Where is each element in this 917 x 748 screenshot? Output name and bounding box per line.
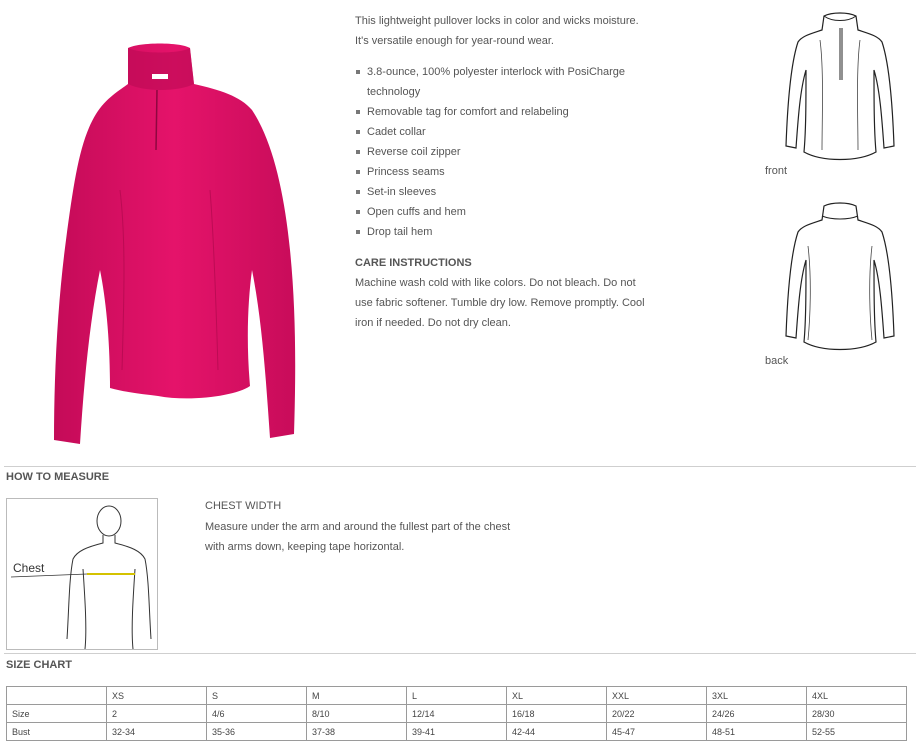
care-line: iron if needed. Do not dry clean. xyxy=(355,317,511,329)
table-cell: 24/26 xyxy=(707,705,807,723)
feature-list xyxy=(355,62,645,242)
care-line: use fabric softener. Tumble dry low. Remove promptly. Cool xyxy=(355,297,645,309)
feature-item: Princess seams xyxy=(355,162,645,182)
care-line: Machine wash cold with like colors. Do not bleach. Do not xyxy=(355,277,636,289)
table-cell: 20/22 xyxy=(607,705,707,723)
table-cell: 8/10 xyxy=(307,705,407,723)
row-label-cell: Bust xyxy=(7,723,107,741)
size-header-cell: 3XL xyxy=(707,687,807,705)
front-label: front xyxy=(765,165,788,177)
feature-item: Cadet collar xyxy=(355,122,645,142)
feature-item: 3.8-ounce, 100% polyester interlock with PosiCharge technology xyxy=(355,62,645,102)
feature-item: Open cuffs and hem xyxy=(355,202,645,222)
table-cell: 12/14 xyxy=(407,705,507,723)
feature-item: Reverse coil zipper xyxy=(355,142,645,162)
front-sketch xyxy=(778,10,902,166)
table-cell: 48-51 xyxy=(707,723,807,741)
description-line: It's versatile enough for year-round wear. xyxy=(355,35,554,47)
feature-item: Drop tail hem xyxy=(355,222,645,242)
back-sketch xyxy=(778,200,902,356)
section-divider xyxy=(4,653,916,654)
feature-item: Set-in sleeves xyxy=(355,182,645,202)
size-header-cell: 4XL xyxy=(807,687,907,705)
table-cell: 2 xyxy=(107,705,207,723)
size-header-cell: XXL xyxy=(607,687,707,705)
back-label: back xyxy=(765,355,789,367)
table-cell: 37-38 xyxy=(307,723,407,741)
header-corner-cell xyxy=(7,687,107,705)
table-cell: 42-44 xyxy=(507,723,607,741)
measure-heading: CHEST WIDTH xyxy=(205,500,282,512)
description-line: This lightweight pullover locks in color and wicks moisture. xyxy=(355,15,639,27)
row-label-cell: Size xyxy=(7,705,107,723)
size-header-cell: M xyxy=(307,687,407,705)
section-divider xyxy=(4,466,916,467)
product-photo xyxy=(40,40,300,450)
chest-label: Chest xyxy=(13,561,45,575)
care-title: CARE INSTRUCTIONS xyxy=(355,257,472,269)
table-cell: 32-34 xyxy=(107,723,207,741)
size-chart-table xyxy=(6,686,907,741)
table-row xyxy=(7,705,907,723)
table-cell: 35-36 xyxy=(207,723,307,741)
size-header-cell: XS xyxy=(107,687,207,705)
table-cell: 45-47 xyxy=(607,723,707,741)
size-header-cell: XL xyxy=(507,687,607,705)
how-to-measure-title: HOW TO MEASURE xyxy=(6,471,110,483)
size-chart-title: SIZE CHART xyxy=(6,659,72,671)
table-row xyxy=(7,723,907,741)
table-cell: 28/30 xyxy=(807,705,907,723)
measure-line: with arms down, keeping tape horizontal. xyxy=(205,541,405,553)
table-cell: 52-55 xyxy=(807,723,907,741)
table-cell: 39-41 xyxy=(407,723,507,741)
size-header-cell: L xyxy=(407,687,507,705)
measure-line: Measure under the arm and around the fullest part of the chest xyxy=(205,521,511,533)
size-header-cell: S xyxy=(207,687,307,705)
feature-item: Removable tag for comfort and relabeling xyxy=(355,102,645,122)
size-header-row xyxy=(7,687,907,705)
table-cell: 16/18 xyxy=(507,705,607,723)
measure-figure xyxy=(6,498,158,650)
table-cell: 4/6 xyxy=(207,705,307,723)
